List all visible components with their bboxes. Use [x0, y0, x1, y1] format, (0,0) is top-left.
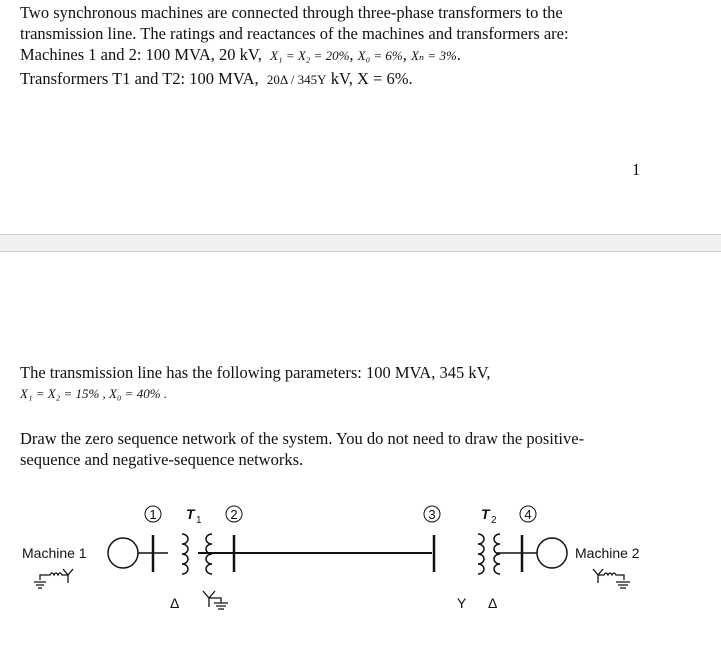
machine-ratings: Machines 1 and 2: 100 MVA, 20 kV, X₁ = X₂ = 20%, X₀ = 6%, Xₙ = 3%.: [20, 45, 461, 64]
machine-x1-x2: X₁ = X₂ = 20%: [270, 48, 350, 63]
machine-1-label: Machine 1: [22, 545, 87, 561]
task-line-2: sequence and negative-sequence networks.: [20, 450, 304, 469]
page-number: 1: [632, 160, 641, 179]
transformer-x: kV, X = 6%.: [330, 69, 413, 88]
t1-delta-label: Δ: [170, 595, 180, 611]
intro-line-1: Two synchronous machines are connected through three-phase transformers to the: [20, 3, 563, 22]
machine-ratings-text: Machines 1 and 2: 100 MVA, 20 kV,: [20, 45, 262, 64]
transformer-t2-symbol: [478, 534, 500, 574]
line-params-text: The transmission line has the following parameters: 100 MVA, 345 kV,: [20, 363, 491, 382]
problem-intro: [20, 2, 569, 90]
transformer-t1-symbol: [182, 530, 212, 574]
machine-2-label: Machine 2: [575, 545, 640, 561]
t1-grounded-wye-icon: [203, 591, 228, 609]
machine-2-grounded-wye-icon: [593, 569, 630, 588]
transformer-ratings: [20, 68, 569, 90]
machine-1-symbol: [108, 538, 138, 568]
t1-subscript: 1: [196, 515, 202, 526]
machine-1-grounded-wye-icon: [34, 569, 73, 588]
one-line-diagram: [0, 490, 721, 640]
machine-x0: X₀ = 6%: [357, 48, 403, 63]
transformer-ratings-text: Transformers T1 and T2: 100 MVA,: [20, 69, 259, 88]
t2-subscript: 2: [491, 515, 497, 526]
t2-label: T: [481, 506, 490, 522]
bus-2-label: 2: [230, 507, 238, 522]
t1-label: T: [186, 506, 195, 522]
task-statement: [20, 428, 584, 470]
line-params-eq: X₁ = X₂ = 15% , X₀ = 40% .: [20, 386, 168, 401]
page-separator: [0, 234, 721, 252]
bus-3-label: 3: [428, 507, 436, 522]
machine-2-symbol: [537, 538, 567, 568]
bus-1-label: 1: [149, 507, 157, 522]
bus-4-label: 4: [524, 507, 532, 522]
intro-line-2: transmission line. The ratings and reactances of the machines and transformers are:: [20, 24, 569, 43]
task-line-1: Draw the zero sequence network of the system. You do not need to draw the positive-: [20, 429, 585, 448]
t2-delta-label: Δ: [488, 595, 498, 611]
machine-xn: Xₙ = 3%: [410, 48, 457, 63]
transformer-voltage: 20Δ / 345Y: [266, 72, 327, 87]
line-parameters: [20, 362, 491, 404]
t2-wye-label: Y: [457, 595, 467, 611]
